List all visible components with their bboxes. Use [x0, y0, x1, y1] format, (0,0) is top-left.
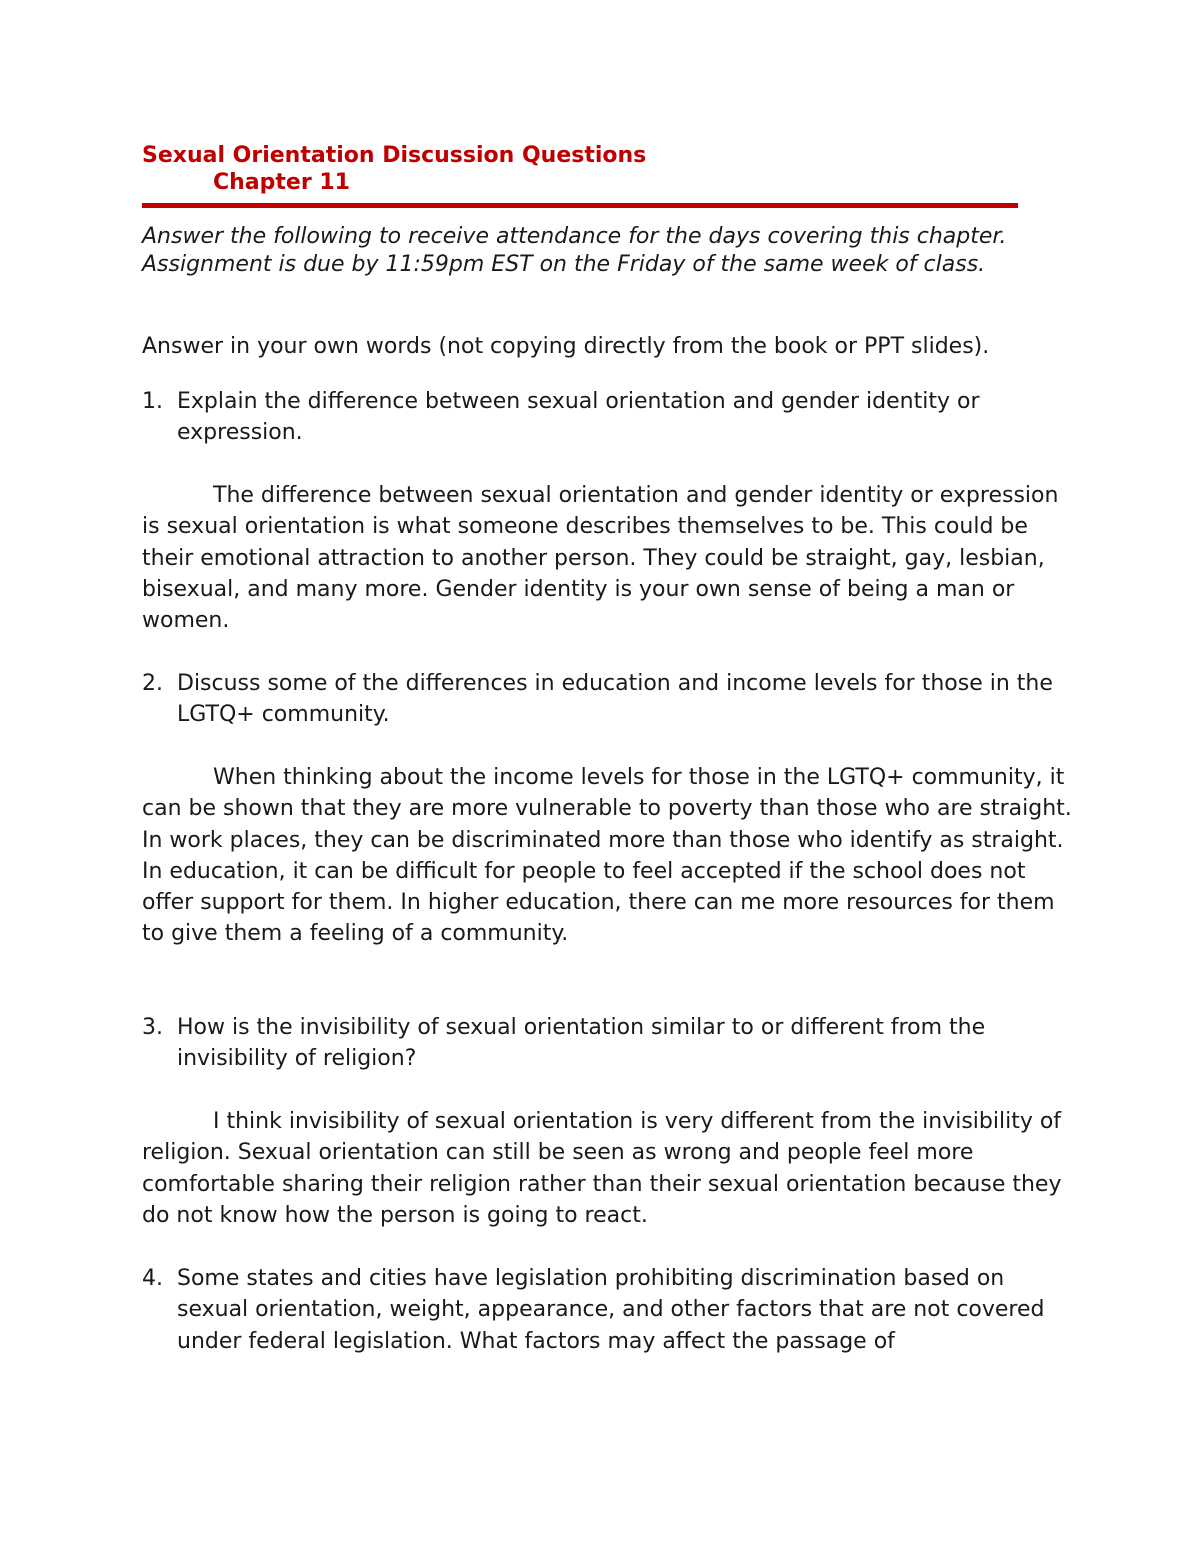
- answer-3: I think invisibility of sexual orientation is very different from the invisibility of religion. Sexual orientation can still be seen as wrong and people feel more comfortable sharing their religion rather than their sexual orientation because they do not know how the person is going to react.: [142, 1109, 1062, 1228]
- question-4: [142, 1263, 1077, 1357]
- question-text: Some states and cities have legislation prohibiting discrimination based on sexual orientation, weight, appearance, and other factors that are not covered under federal legislation. What factors may affect the passage of: [177, 1266, 1045, 1354]
- answer-2: When thinking about the income levels for those in the LGTQ+ community, it can be shown that they are more vulnerable to poverty than those who are straight. In work places, they can be discriminated more than those who identify as straight. In education, it can be difficult for people to feel accepted if the school does not offer support for them. In higher education, there can me more resources for them to give them a feeling of a community.: [142, 765, 1072, 947]
- question-text: How is the invisibility of sexual orientation similar to or different from the invisibility of religion?: [177, 1015, 986, 1072]
- question-number: 3.: [142, 1015, 163, 1040]
- question-2: [142, 668, 1077, 731]
- question-text: Discuss some of the differences in education and income levels for those in the LGTQ+ community.: [177, 671, 1053, 728]
- question-number: 1.: [142, 389, 163, 414]
- chapter-subtitle: Chapter 11: [213, 170, 350, 195]
- question-1: [142, 386, 1077, 449]
- question-number: 4.: [142, 1266, 163, 1291]
- document-title: Sexual Orientation Discussion Questions: [142, 143, 647, 168]
- question-3: [142, 1012, 1077, 1075]
- question-number: 2.: [142, 671, 163, 696]
- own-words-note: Answer in your own words (not copying directly from the book or PPT slides).: [142, 334, 990, 359]
- answer-1: The difference between sexual orientation and gender identity or expression is sexual orientation is what someone describes themselves to be. This could be their emotional attraction to another person. They could be straight, gay, lesbian, bisexual, and many more. Gender identity is your own sense of being a man or women.: [142, 483, 1059, 634]
- title-divider: [142, 203, 1018, 208]
- question-text: Explain the difference between sexual orientation and gender identity or expression.: [177, 389, 980, 446]
- assignment-instructions: Answer the following to receive attendance for the days covering this chapter. Assignment is due by 11:59pm EST on the Friday of the same week of class.: [142, 224, 1007, 277]
